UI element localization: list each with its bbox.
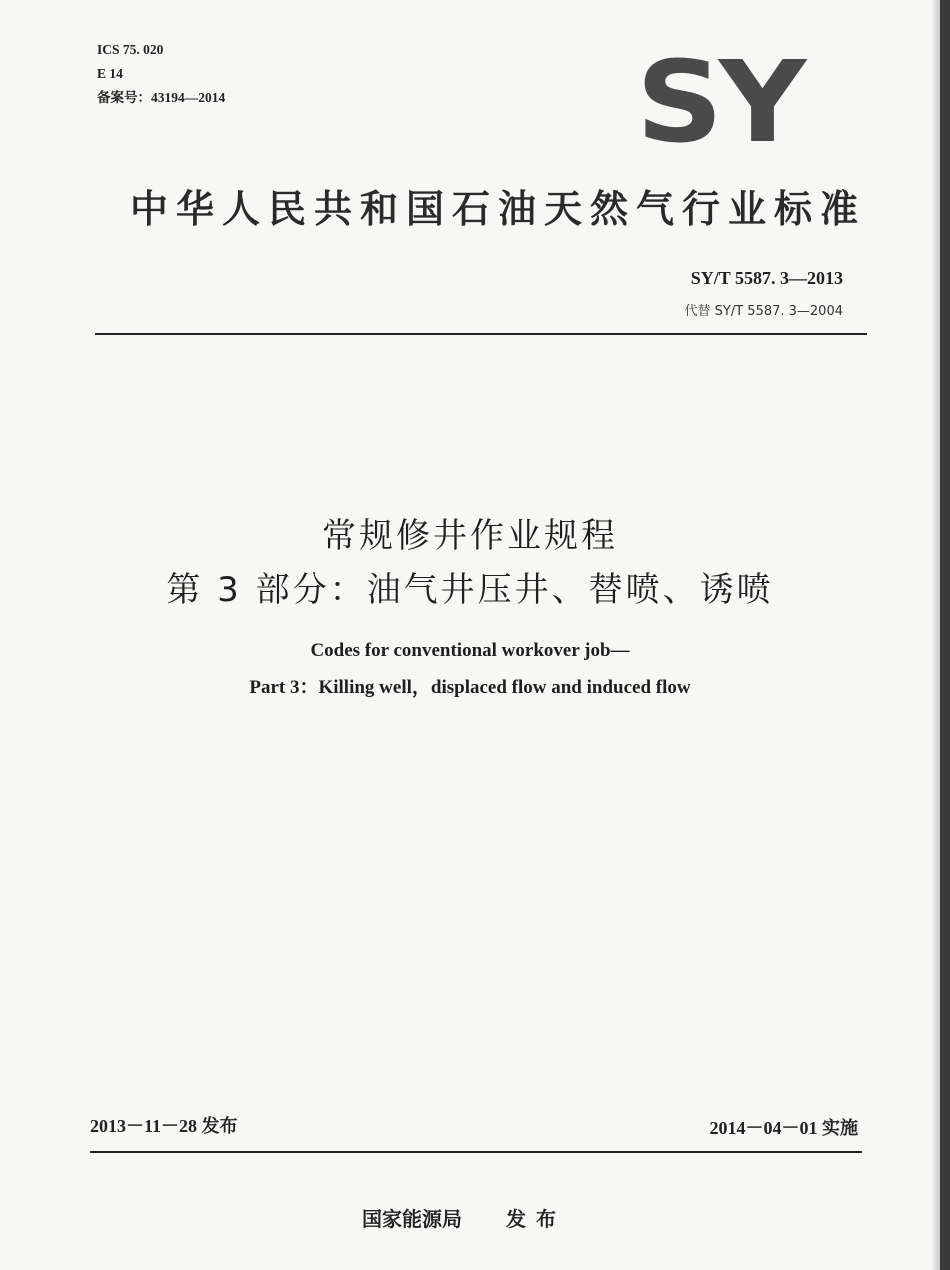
english-title-line-2: Part 3：Killing well，displaced flow and induced flow bbox=[249, 677, 691, 698]
bottom-divider bbox=[90, 1151, 862, 1153]
publisher-action: 发布 bbox=[506, 1207, 566, 1231]
filing-number: 备案号：43194—2014 bbox=[97, 90, 226, 105]
classification-code: E 14 bbox=[97, 66, 123, 81]
standard-number: SY/T 5587. 3—2013 bbox=[690, 268, 843, 288]
publisher-name: 国家能源局 bbox=[362, 1207, 462, 1231]
ics-code: ICS 75. 020 bbox=[97, 42, 164, 57]
header-meta bbox=[97, 38, 225, 110]
chinese-title-line-1: 常规修井作业规程 bbox=[322, 516, 618, 556]
standard-category-title: 中华人民共和国石油天然气行业标准 bbox=[130, 187, 867, 231]
page-edge-shadow bbox=[932, 0, 940, 1270]
replaces-standard: 代替 SY/T 5587. 3—2004 bbox=[684, 304, 843, 319]
top-divider bbox=[95, 333, 867, 335]
issue-date: 2013－11－28 发布 bbox=[90, 1116, 238, 1136]
publisher-line bbox=[362, 1203, 566, 1232]
sy-logo: SY bbox=[636, 38, 803, 168]
english-title-line-1: Codes for conventional workover job— bbox=[310, 640, 630, 661]
implementation-date: 2014－04－01 实施 bbox=[709, 1118, 858, 1138]
chinese-title-line-2: 第 3 部分：油气井压井、替喷、诱喷 bbox=[166, 570, 774, 610]
